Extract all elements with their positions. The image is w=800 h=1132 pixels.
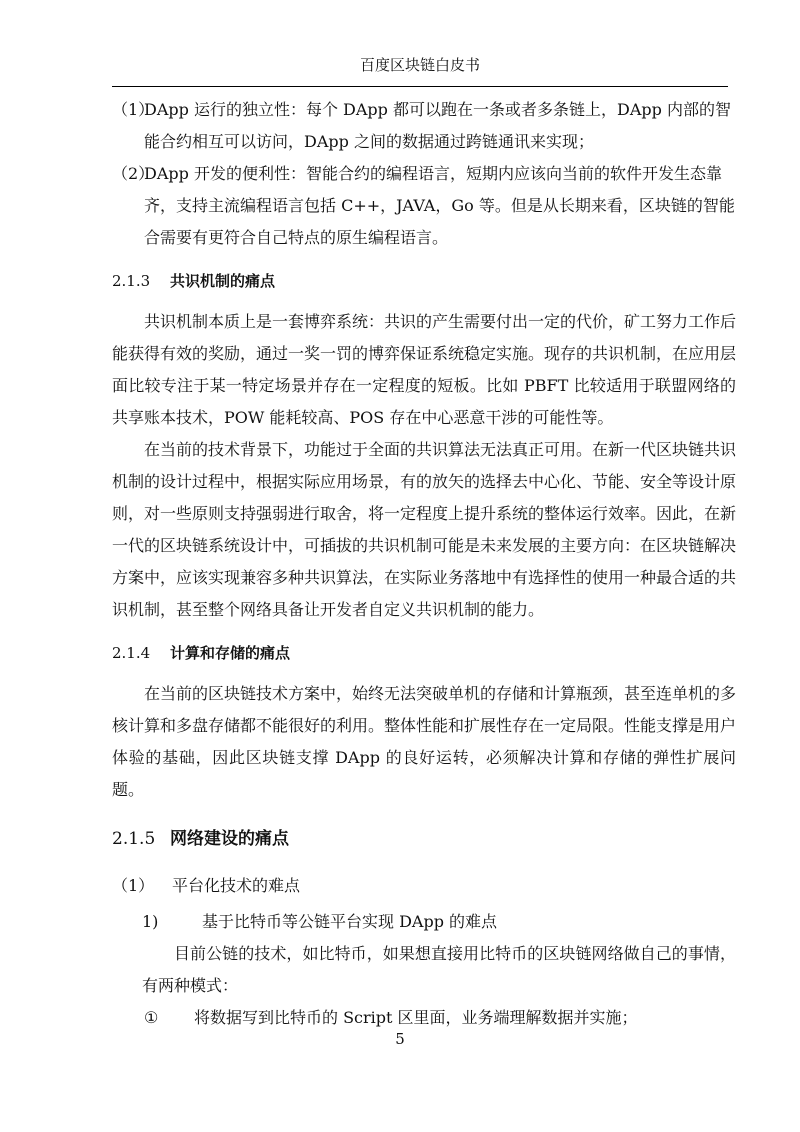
header-rule bbox=[112, 86, 728, 87]
list-number: （2） bbox=[112, 164, 155, 183]
circled-number: ① bbox=[144, 1008, 159, 1027]
section-title: 计算和存储的痛点 bbox=[170, 644, 291, 662]
running-header: 百度区块链白皮书 bbox=[359, 56, 480, 74]
list-item bbox=[112, 94, 736, 158]
sub-sub-item-text: 基于比特币等公链平台实现 DApp 的难点 bbox=[202, 912, 498, 931]
circled-item-text: 将数据写到比特币的 Script 区里面，业务端理解数据并实施； bbox=[194, 1008, 638, 1027]
list-text: DApp 开发的便利性：智能合约的编程语言，短期内应该向当前的软件开发生态靠齐，支持主流编程语言包括 C++，JAVA，Go 等。但是从长期来看，区块链的智能合需要有更符合自己特点的原生编程语言。 bbox=[144, 164, 735, 247]
section-heading-2-1-3 bbox=[112, 266, 736, 296]
list-item bbox=[112, 158, 736, 254]
paragraph: 共识机制本质上是一套博弈系统：共识的产生需要付出一定的代价，矿工努力工作后能获得有效的奖励，通过一奖一罚的博弈保证系统稳定实施。现存的共识机制，在应用层面比较专注于某一特定场景并存在一定程度的短板。比如 PBFT 比较适用于联盟网络的共享账本技术，POW 能耗较高、POS 存在中心恶意干涉的可能性等。 bbox=[112, 312, 737, 427]
sub-sub-item bbox=[142, 906, 736, 938]
paragraph: 在当前的技术背景下，功能过于全面的共识算法无法真正可用。在新一代区块链共识机制的设计过程中，根据实际应用场景，有的放矢的选择去中心化、节能、安全等设计原则，对一些原则支持强弱进行取舍，将一定程度上提升系统的整体运行效率。因此，在新一代的区块链系统设计中，可插拔的共识机制可能是未来发展的主要方向：在区块链解决方案中，应该实现兼容多种共识算法，在实际业务落地中有选择性的使用一种最合适的共识机制，甚至整个网络具备让开发者自定义共识机制的能力。 bbox=[112, 440, 737, 619]
section-number: 2.1.3 bbox=[112, 272, 151, 290]
sub-sub-item-number: 1) bbox=[142, 912, 159, 931]
sub-item-number: （1） bbox=[112, 876, 155, 895]
list-text: DApp 运行的独立性：每个 DApp 都可以跑在一条或者多条链上，DApp 内部的智能合约相互可以访问，DApp 之间的数据通过跨链通讯来实现； bbox=[144, 100, 731, 151]
section-number: 2.1.4 bbox=[112, 644, 151, 662]
sub-item bbox=[112, 870, 736, 902]
section-heading-2-1-5 bbox=[112, 824, 736, 854]
list-number: （1） bbox=[112, 100, 155, 119]
page-number: 5 bbox=[395, 1030, 405, 1048]
paragraph: 在当前的区块链技术方案中，始终无法突破单机的存储和计算瓶颈，甚至连单机的多核计算和多盘存储都不能很好的利用。整体性能和扩展性存在一定局限。性能支撑是用户体验的基础，因此区块链支撑 DApp 的良好运转，必须解决计算和存储的弹性扩展问题。 bbox=[112, 684, 737, 799]
page-body bbox=[112, 94, 736, 1034]
section-number: 2.1.5 bbox=[112, 829, 156, 849]
section-title: 网络建设的痛点 bbox=[170, 829, 289, 849]
section-heading-2-1-4 bbox=[112, 638, 736, 668]
section-title: 共识机制的痛点 bbox=[170, 272, 276, 290]
paragraph: 目前公链的技术，如比特币，如果想直接用比特币的区块链网络做自己的事情，有两种模式： bbox=[142, 944, 736, 995]
sub-item-text: 平台化技术的难点 bbox=[172, 876, 301, 895]
